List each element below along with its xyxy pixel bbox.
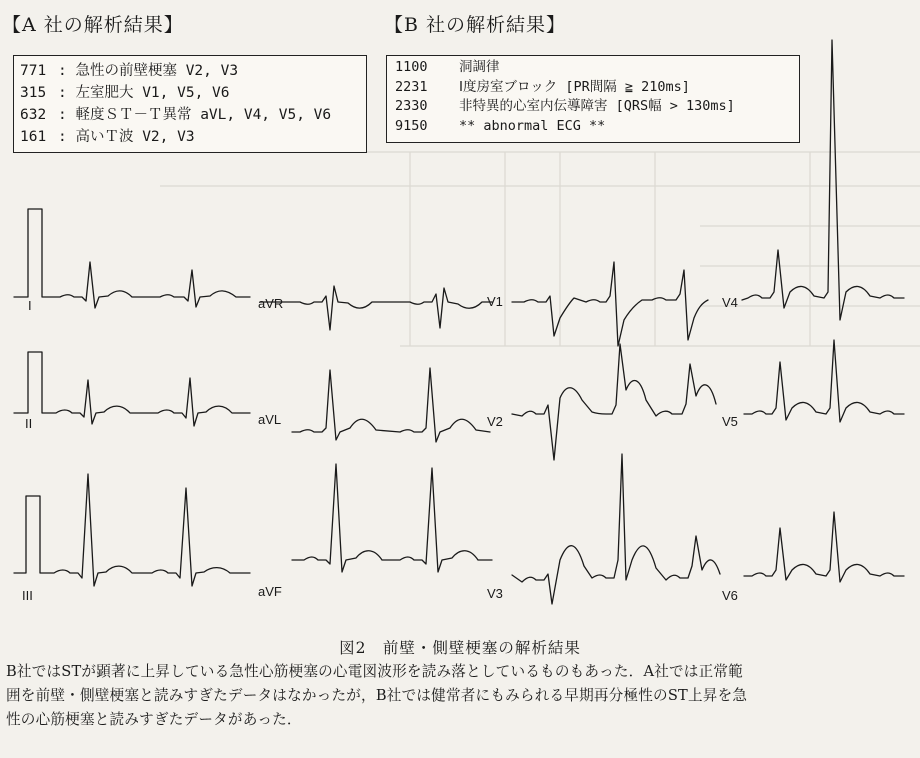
ecg-trace-lead-v1: [512, 262, 708, 346]
finding-code: 771: [20, 63, 47, 79]
lead-label-v6: V6: [722, 588, 738, 603]
ecg-trace-lead-v6: [744, 512, 904, 582]
finding-code: 1100: [395, 59, 428, 75]
finding-text: : 高いＴ波 V2, V3: [58, 129, 195, 145]
finding-text: 非特異的心室内伝導障害 [QRS幅 > 130ms]: [459, 98, 735, 114]
ecg-trace-lead-v3: [512, 454, 720, 604]
finding-text: 洞調律: [459, 59, 500, 75]
lead-label-avl: aVL: [258, 412, 282, 427]
company-a-title: 【A 社の解析結果】: [2, 14, 184, 36]
caption-line: B社ではSTが顕著に上昇している急性心筋梗塞の心電図波形を読み落としているものもあった．A社では正常範: [6, 663, 743, 680]
caption-line: 性の心筋梗塞と読みすぎたデータがあった．: [6, 711, 302, 728]
lead-label-i: I: [28, 298, 32, 313]
finding-code: 632: [20, 107, 47, 123]
ecg-trace-lead-avl: [292, 368, 490, 442]
lead-label-iii: III: [22, 588, 33, 603]
finding-text: ** abnormal ECG **: [459, 117, 606, 134]
finding-code: 9150: [395, 117, 428, 134]
ecg-trace-lead-ii: [14, 352, 250, 426]
finding-text: Ⅰ度房室ブロック [PR間隔 ≧ 210ms]: [459, 78, 690, 95]
lead-label-avf: aVF: [258, 584, 282, 599]
ecg-trace-lead-avf: [292, 464, 492, 572]
finding-code: 315: [20, 85, 47, 101]
ecg-trace-lead-avr: [260, 286, 492, 330]
lead-label-v4: V4: [722, 295, 738, 310]
lead-label-avr: aVR: [258, 296, 284, 311]
ecg-trace-lead-iii: [14, 474, 250, 586]
ecg-trace-lead-v5: [744, 340, 904, 422]
ecg-trace-lead-v2: [512, 344, 716, 460]
lead-label-v2: V2: [487, 414, 503, 429]
finding-text: : 急性の前壁梗塞 V2, V3: [58, 63, 239, 79]
company-b-title: 【B 社の解析結果】: [384, 14, 567, 36]
finding-text: : 軽度ＳＴ－Ｔ異常 aVL, V4, V5, V6: [58, 107, 332, 123]
figure-caption-body: [6, 660, 914, 732]
finding-code: 2330: [395, 98, 428, 114]
lead-label-ii: II: [25, 416, 33, 431]
finding-code: 2231: [395, 78, 428, 95]
ecg-trace-lead-v4: [742, 40, 904, 320]
ecg-trace-lead-i: [14, 209, 250, 308]
lead-label-v5: V5: [722, 414, 738, 429]
finding-code: 161: [20, 129, 47, 145]
lead-label-v3: V3: [487, 586, 503, 601]
figure-caption-title: 図2 前壁・側壁梗塞の解析結果: [339, 639, 581, 657]
finding-text: : 左室肥大 V1, V5, V6: [58, 85, 230, 101]
lead-label-v1: V1: [487, 294, 503, 309]
caption-line: 囲を前壁・側壁梗塞と読みすぎたデータはなかったが，B社では健常者にもみられる早期再分極性のST上昇を急: [6, 687, 748, 704]
